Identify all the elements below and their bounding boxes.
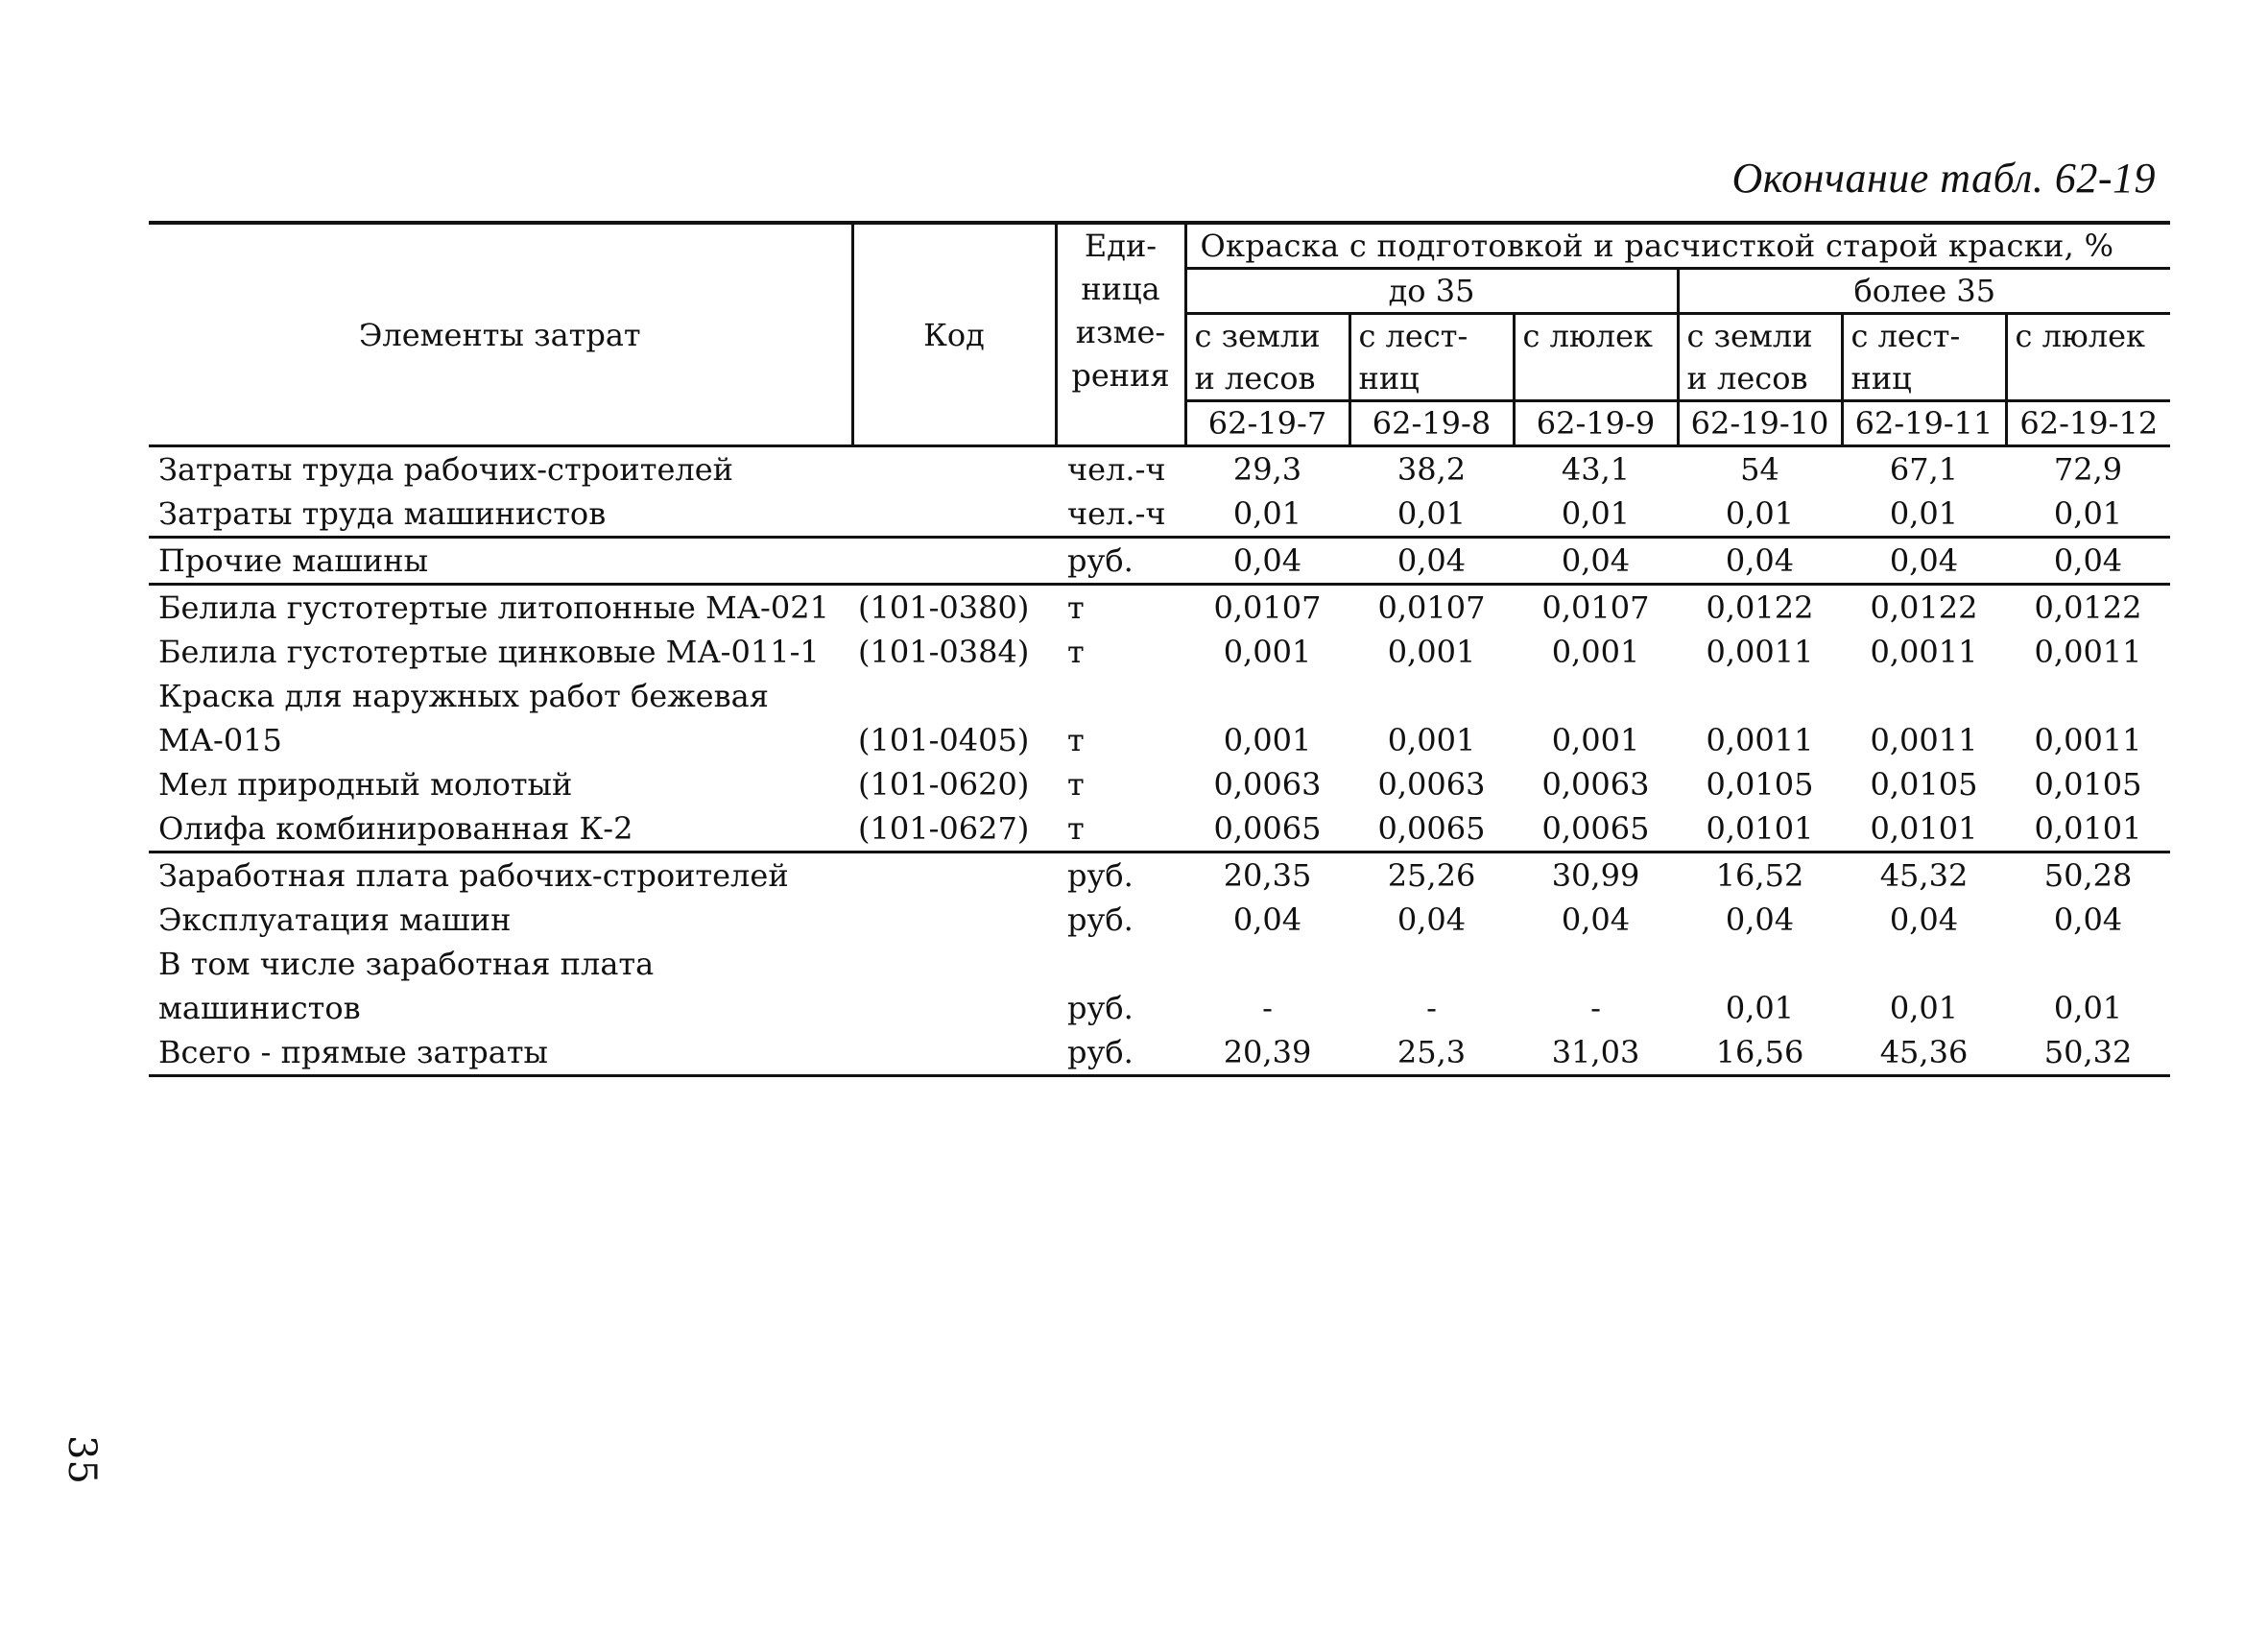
row-value: 45,36: [1842, 1030, 2006, 1076]
row-name: Белила густотертые литопонные МА-021: [149, 585, 852, 631]
row-value: 0,0065: [1377, 810, 1486, 847]
row-value: 0,0063: [1377, 766, 1486, 803]
page-number: 35: [60, 1435, 104, 1484]
header-subcol-line2: и лесов: [1678, 357, 1842, 401]
header-subcol-line2: ниц: [1842, 357, 2006, 401]
header-elements: Элементы затрат: [149, 223, 852, 446]
row-value: 0,04: [1397, 901, 1467, 938]
row-unit: т: [1067, 810, 1085, 847]
row-value: 0,04: [1725, 901, 1795, 938]
row-value: 0,0065: [1541, 810, 1650, 847]
row-value: 43,1: [1561, 451, 1631, 488]
header-subcol-line2: [2006, 357, 2170, 401]
row-value: 0,04: [1514, 538, 1678, 585]
row-name: Прочие машины: [149, 538, 852, 585]
header-unit-line: ница: [1081, 271, 1160, 307]
header-subcol: с земли: [1678, 314, 1842, 358]
row-code: [852, 1030, 1056, 1076]
row-value: 20,35: [1185, 853, 1349, 899]
row-unit: т: [1067, 766, 1085, 803]
header-subcol: с люлек: [1514, 314, 1678, 358]
row-value: 0,0122: [1842, 585, 2006, 631]
table-row: [149, 630, 2170, 674]
header-group-over35: более 35: [1678, 269, 2170, 314]
row-name: Олифа комбинированная К-2: [158, 810, 633, 847]
row-value: 0,0063: [1541, 766, 1650, 803]
row-value: 0,0101: [1870, 810, 1978, 847]
row-value: 50,28: [2006, 853, 2170, 899]
table-row: [149, 853, 2170, 899]
header-code-number: 62-19-10: [1678, 401, 1842, 446]
header-unit-line: рения: [1071, 357, 1170, 394]
row-value: 0,0105: [1706, 766, 1814, 803]
row-value: 0,04: [1232, 901, 1302, 938]
row-value: 50,32: [2006, 1030, 2170, 1076]
row-value: 0,001: [1551, 722, 1640, 758]
row-value: 0,0011: [2034, 722, 2142, 758]
table-caption: Окончание табл. 62-19: [1731, 155, 2156, 202]
row-value: 0,001: [1223, 634, 1312, 670]
row-value: 0,0107: [1185, 585, 1349, 631]
row-value: 0,0101: [1706, 810, 1814, 847]
row-unit: руб.: [1056, 853, 1185, 899]
row-value: 0,0122: [1678, 585, 1842, 631]
table-row: [149, 585, 2170, 631]
row-unit: т: [1056, 585, 1185, 631]
row-value: 0,0011: [1706, 634, 1814, 670]
row-value: 0,01: [2053, 495, 2123, 532]
row-value: 0,04: [1842, 538, 2006, 585]
row-value: 0,0107: [1349, 585, 1514, 631]
header-subcol: с лест-: [1349, 314, 1514, 358]
header-subcol: с люлек: [2015, 318, 2146, 354]
row-value: 0,04: [2006, 538, 2170, 585]
row-unit: чел.-ч: [1067, 451, 1166, 488]
header-group-upto35: до 35: [1185, 269, 1678, 314]
table-body: [149, 446, 2170, 1076]
row-value: 0,0107: [1514, 585, 1678, 631]
row-name: Краска для наружных работ бежевая МА-015: [158, 678, 769, 758]
row-value: 0,01: [1561, 495, 1631, 532]
row-value: 72,9: [2053, 451, 2123, 488]
row-value: 29,3: [1232, 451, 1302, 488]
row-unit: руб.: [1056, 1030, 1185, 1076]
row-value: 0,001: [1551, 634, 1640, 670]
table-row: [149, 492, 2170, 538]
row-value: 0,0011: [1706, 722, 1814, 758]
row-value: 0,0011: [2034, 634, 2142, 670]
row-value: 30,99: [1514, 853, 1678, 899]
table-row: [149, 762, 2170, 806]
row-value: 0,0011: [1870, 634, 1978, 670]
row-value: 25,26: [1349, 853, 1514, 899]
row-value: 25,3: [1349, 1030, 1514, 1076]
table-row: [149, 446, 2170, 492]
row-name: Заработная плата рабочих-строителей: [149, 853, 852, 899]
header-code-number: 62-19-11: [1842, 401, 2006, 446]
row-value: 45,32: [1842, 853, 2006, 899]
row-unit: т: [1067, 722, 1085, 758]
header-unit: [1056, 223, 1185, 446]
table-row: [149, 942, 2170, 1030]
header-unit-line: Еди-: [1084, 228, 1158, 264]
table-row: [149, 1030, 2170, 1076]
row-value: -: [1262, 990, 1273, 1026]
row-value: 0,001: [1387, 634, 1476, 670]
row-value: 16,56: [1678, 1030, 1842, 1076]
row-code: [852, 942, 1056, 1030]
row-value: 0,001: [1223, 722, 1312, 758]
header-main: Окраска с подготовкой и расчисткой старой краски, %: [1185, 223, 2170, 269]
row-code: (101-0405): [858, 722, 1030, 758]
row-value: 0,01: [1889, 495, 1959, 532]
header-subcol-line2: [1514, 357, 1678, 401]
row-value: 0,001: [1387, 722, 1476, 758]
row-unit: руб.: [1067, 901, 1134, 938]
row-name: Эксплуатация машин: [158, 901, 512, 938]
row-value: 0,01: [1725, 990, 1795, 1026]
row-value: 0,04: [1349, 538, 1514, 585]
row-name: Затраты труда рабочих-строителей: [158, 451, 733, 488]
header-code: Код: [852, 223, 1056, 446]
row-value: 0,04: [1889, 901, 1959, 938]
row-value: 0,04: [2053, 901, 2123, 938]
header-unit-line: изме-: [1075, 314, 1166, 350]
row-unit: руб.: [1056, 538, 1185, 585]
header-subcol: с земли: [1185, 314, 1349, 358]
row-value: 38,2: [1397, 451, 1467, 488]
row-value: 0,0101: [2034, 810, 2142, 847]
table-header: [149, 223, 2170, 446]
header-subcol: с лест-: [1842, 314, 2006, 358]
row-name: Затраты труда машинистов: [158, 495, 607, 532]
row-value: 0,0063: [1213, 766, 1322, 803]
row-unit: руб.: [1067, 990, 1134, 1026]
table-row: [149, 538, 2170, 585]
header-subcol-line2: и лесов: [1185, 357, 1349, 401]
row-value: 0,04: [1678, 538, 1842, 585]
row-value: 0,01: [1889, 990, 1959, 1026]
row-code: (101-0620): [858, 766, 1030, 803]
row-value: 67,1: [1889, 451, 1959, 488]
header-code-number: 62-19-7: [1185, 401, 1349, 446]
row-value: -: [1426, 990, 1437, 1026]
row-name: Белила густотертые цинковые МА-011-1: [158, 634, 820, 670]
row-name: Всего - прямые затраты: [149, 1030, 852, 1076]
header-subcol-line2: ниц: [1349, 357, 1514, 401]
row-code: (101-0384): [858, 634, 1030, 670]
row-value: 0,0105: [1870, 766, 1978, 803]
row-code: [852, 853, 1056, 899]
header-code-number: 62-19-12: [2006, 401, 2170, 446]
row-value: 0,04: [1185, 538, 1349, 585]
row-code: (101-0380): [852, 585, 1056, 631]
row-value: 0,01: [2053, 990, 2123, 1026]
row-code: [852, 492, 1056, 538]
row-value: 0,0011: [1870, 722, 1978, 758]
header-code-number: 62-19-8: [1349, 401, 1514, 446]
row-code: [852, 538, 1056, 585]
row-name: В том числе заработная плата машинистов: [158, 946, 655, 1026]
row-value: 0,01: [1397, 495, 1467, 532]
row-value: 54: [1740, 451, 1779, 488]
row-code: (101-0627): [858, 810, 1030, 847]
row-value: 0,01: [1232, 495, 1302, 532]
row-value: 0,01: [1725, 495, 1795, 532]
table-row: [149, 898, 2170, 942]
header-code-number: 62-19-9: [1514, 401, 1678, 446]
row-value: 0,0065: [1213, 810, 1322, 847]
table-row: [149, 674, 2170, 762]
row-code: [852, 898, 1056, 942]
row-value: 0,0105: [2034, 766, 2142, 803]
row-value: 0,0122: [2006, 585, 2170, 631]
row-value: 31,03: [1514, 1030, 1678, 1076]
row-value: 0,04: [1561, 901, 1631, 938]
row-code: [852, 446, 1056, 492]
row-value: -: [1590, 990, 1601, 1026]
row-value: 16,52: [1678, 853, 1842, 899]
table-row: [149, 806, 2170, 853]
cost-table: [149, 221, 2170, 1077]
row-value: 20,39: [1185, 1030, 1349, 1076]
row-name: Мел природный молотый: [158, 766, 573, 803]
row-unit: т: [1067, 634, 1085, 670]
row-unit: чел.-ч: [1067, 495, 1166, 532]
